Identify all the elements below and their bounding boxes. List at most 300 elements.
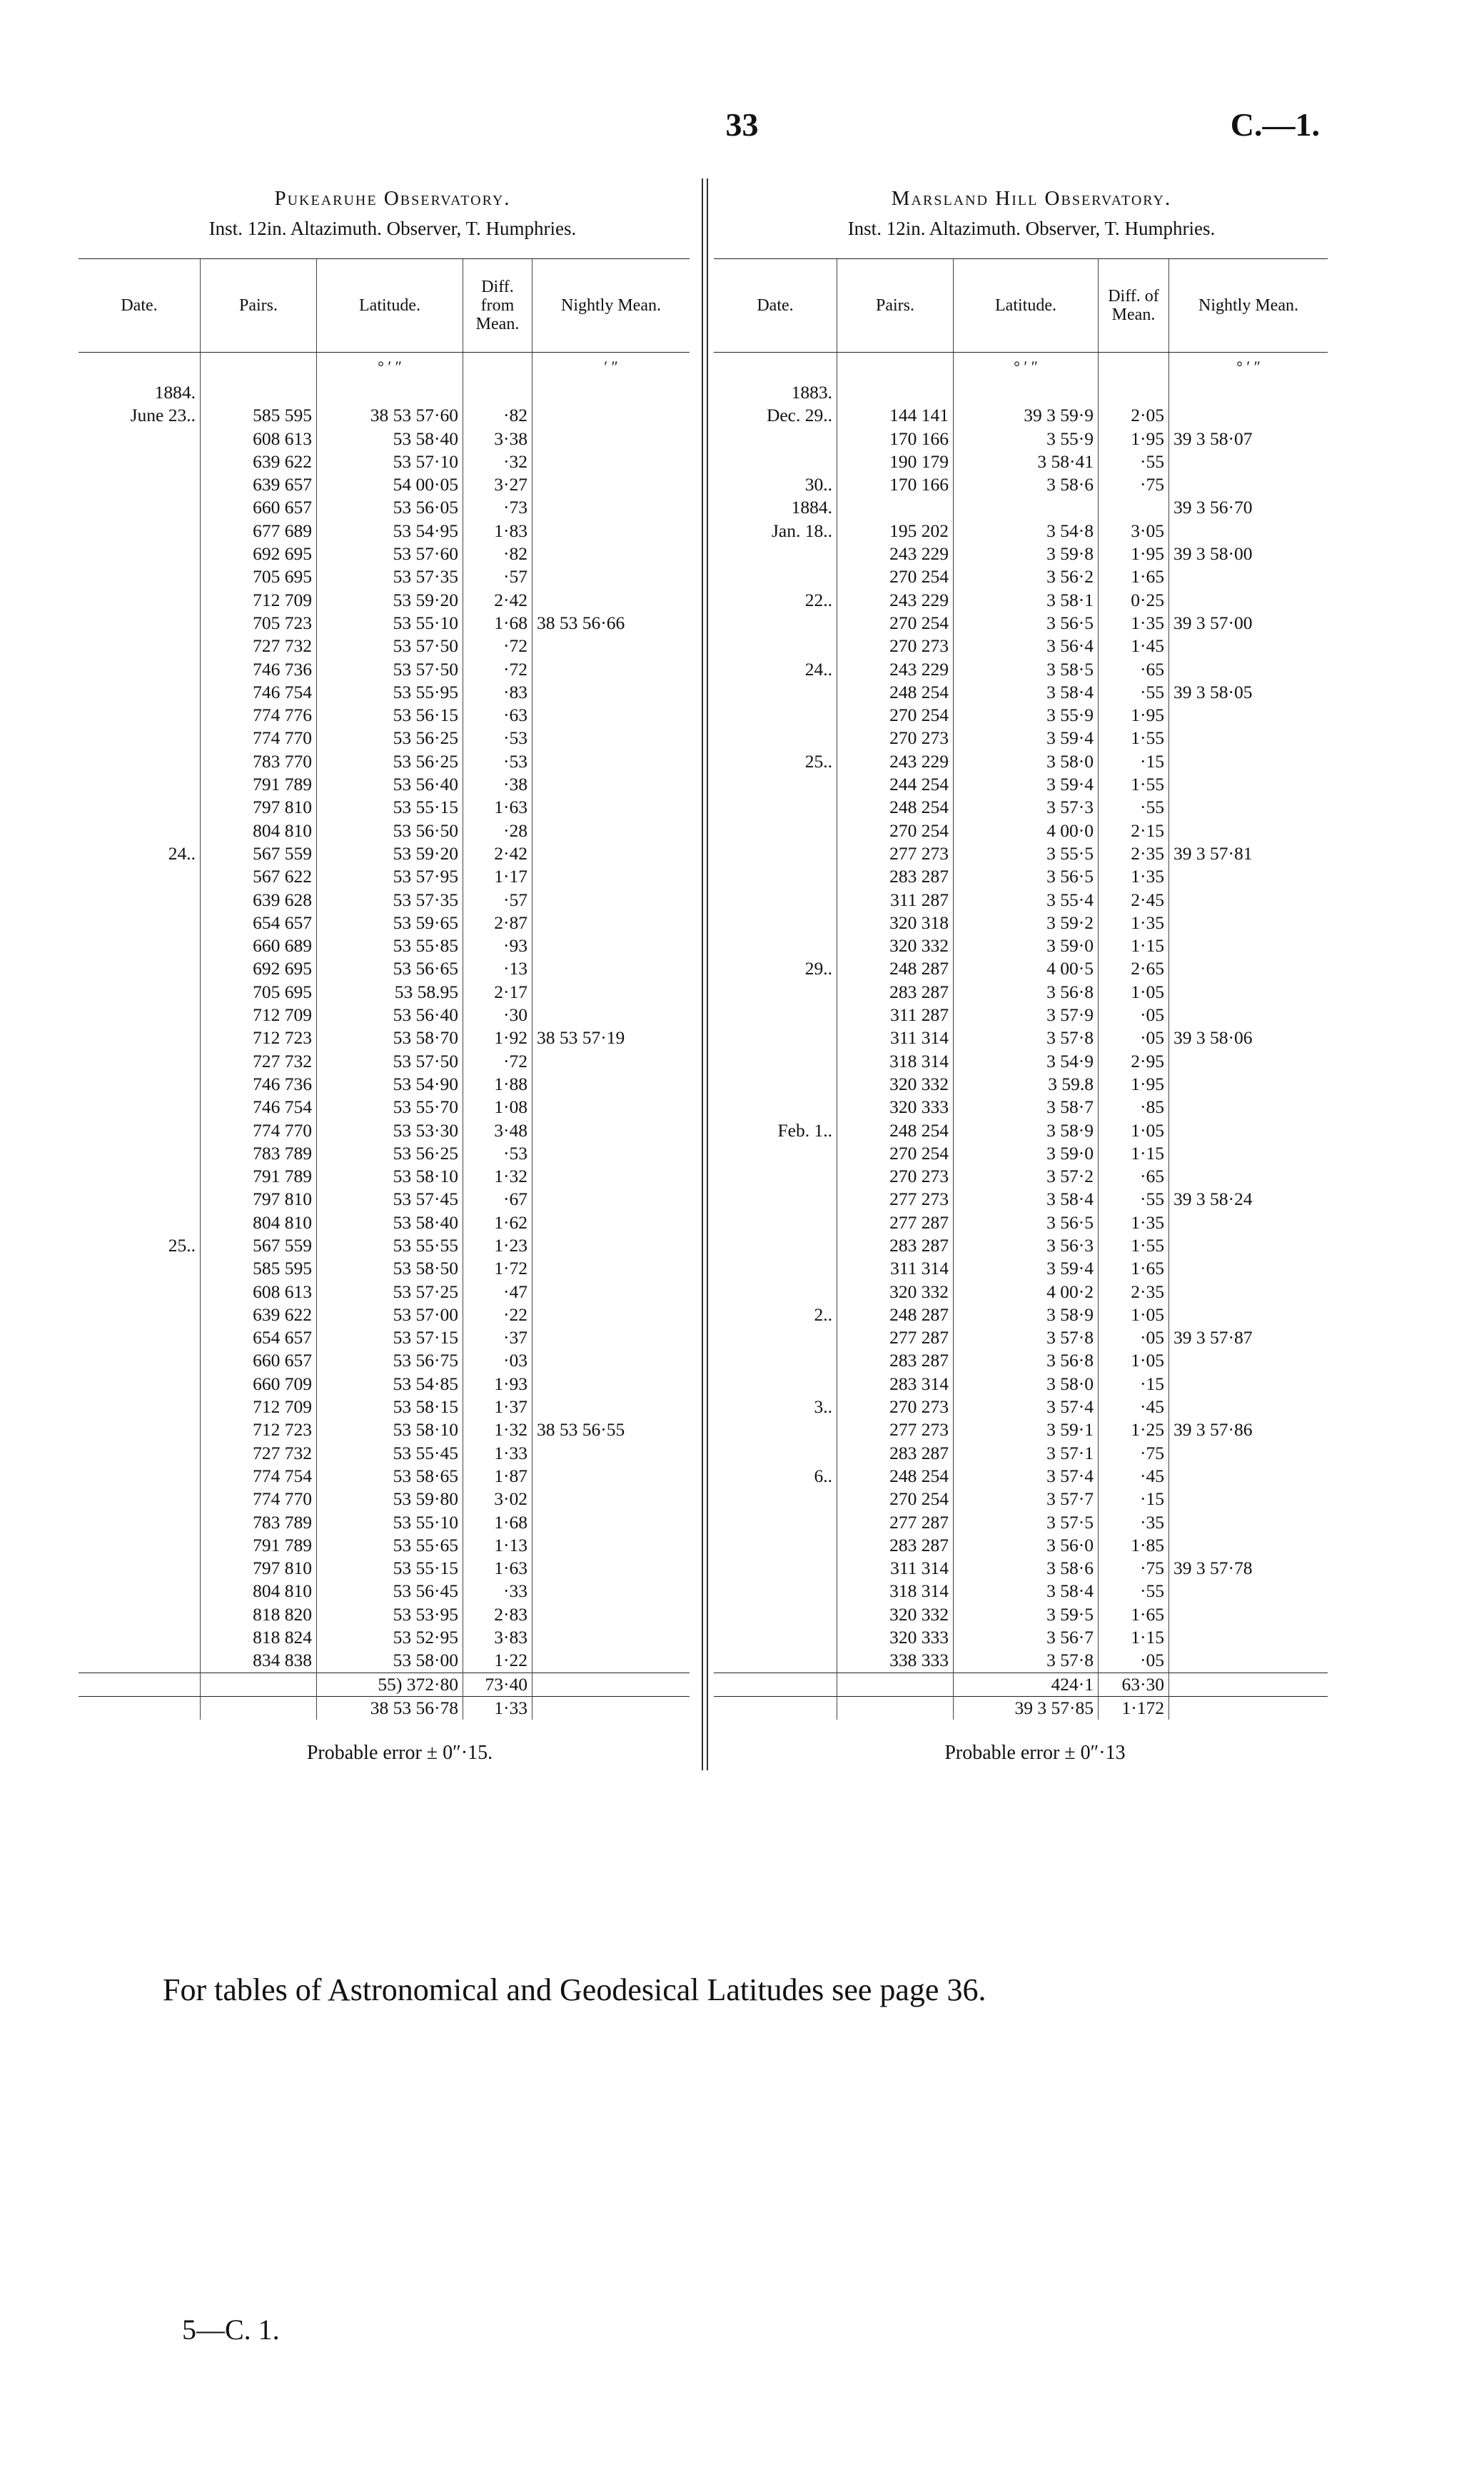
latitude-cell: 53 58·00	[317, 1649, 463, 1673]
latitude-cell: 3 56·7	[954, 1626, 1099, 1649]
table-row	[714, 842, 1328, 865]
diff-cell: 1·05	[1099, 1303, 1169, 1326]
latitude-cell: 53 57·10	[317, 450, 463, 473]
unit-cell	[714, 353, 837, 382]
pairs-cell: 746 736	[201, 1073, 317, 1096]
section-divider	[707, 178, 708, 1770]
table-row	[79, 635, 690, 657]
nightly-mean-cell	[1169, 1488, 1328, 1510]
pairs-cell: 791 789	[201, 1534, 317, 1557]
pairs-cell: 567 559	[201, 1234, 317, 1257]
table-row	[79, 1234, 690, 1257]
date-cell: 29..	[804, 958, 832, 979]
pairs-cell: 244 254	[837, 773, 954, 796]
date-cell	[714, 796, 837, 819]
table-row	[714, 635, 1328, 657]
mean-cell	[837, 1696, 954, 1720]
diff-cell: 1·23	[463, 1234, 532, 1257]
nightly-mean-cell	[532, 1488, 690, 1510]
latitude-cell: 3 57·7	[954, 1488, 1099, 1510]
pairs-cell: 608 613	[201, 428, 317, 450]
nightly-mean-cell	[1169, 981, 1328, 1004]
pairs-cell: 677 689	[201, 520, 317, 543]
date-cell	[714, 1096, 837, 1119]
latitude-cell: 3 59·0	[954, 934, 1099, 957]
latitude-cell: 53 57·50	[317, 1050, 463, 1073]
date-cell	[714, 1050, 837, 1073]
pairs-cell: 320 332	[837, 934, 954, 957]
diff-cell: 1·05	[1099, 1349, 1169, 1372]
date-cell: 3..	[814, 1396, 832, 1418]
latitude-cell: 53 57·60	[317, 543, 463, 565]
latitude-cell: 3 58·41	[954, 450, 1099, 473]
date-cell	[79, 1188, 201, 1211]
latitude-cell: 3 58·7	[954, 1096, 1099, 1119]
latitude-unit: ° ′ ″	[954, 353, 1099, 382]
date-cell	[79, 957, 201, 980]
date-cell	[714, 1234, 837, 1257]
nightly-mean-cell	[1169, 750, 1328, 773]
nightly-mean-cell: 39 3 56·70	[1169, 496, 1328, 519]
table-row	[714, 1211, 1328, 1234]
col-diff-header: Diff. of Mean.	[1099, 259, 1169, 353]
diff-cell: ·57	[463, 565, 532, 588]
date-cell	[714, 681, 837, 704]
nightly-mean-cell	[532, 1603, 690, 1626]
nightly-mean-cell: 39 3 57·81	[1169, 842, 1328, 865]
table-row	[79, 750, 690, 773]
date-cell	[79, 450, 201, 473]
nightly-mean-cell	[532, 842, 690, 865]
date-cell: 6..	[814, 1465, 832, 1486]
latitude-cell: 3 57·8	[954, 1326, 1099, 1349]
table-row	[79, 543, 690, 565]
diff-cell: 1·68	[463, 612, 532, 635]
nightly-mean-cell	[532, 1465, 690, 1488]
nightly-mean-cell	[532, 1142, 690, 1165]
pairs-cell: 608 613	[201, 1281, 317, 1303]
date-cell	[714, 704, 837, 727]
diff-cell: ·05	[1099, 1026, 1169, 1049]
mean-cell	[532, 1696, 690, 1720]
table-row	[714, 1442, 1328, 1465]
latitude-cell: 53 59·65	[317, 912, 463, 934]
diff-cell: ·67	[463, 1188, 532, 1211]
col-diff-header: Diff. from Mean.	[463, 259, 532, 353]
diff-cell: 1·08	[463, 1096, 532, 1119]
pairs-cell: 783 789	[201, 1142, 317, 1165]
table-row	[79, 981, 690, 1004]
unit-cell	[201, 353, 317, 382]
table-row	[714, 1465, 1328, 1488]
diff-cell: 1·13	[463, 1534, 532, 1557]
nightly-mean-cell	[1169, 1303, 1328, 1326]
diff-cell: 1·35	[1099, 865, 1169, 888]
nightly-mean-cell	[532, 1165, 690, 1188]
pairs-cell: 639 622	[201, 450, 317, 473]
table-row	[714, 912, 1328, 934]
nightly-mean-cell	[1169, 796, 1328, 819]
table-row	[714, 1511, 1328, 1534]
diff-cell: 1·83	[463, 520, 532, 543]
latitude-cell: 3 56·5	[954, 612, 1099, 635]
nightly-mean-cell: 39 3 57·78	[1169, 1557, 1328, 1580]
pairs-cell: 660 709	[201, 1373, 317, 1396]
table-row	[79, 1418, 690, 1441]
date-cell	[79, 1257, 201, 1280]
nightly-mean-cell	[1169, 1004, 1328, 1026]
latitude-cell: 53 59·80	[317, 1488, 463, 1510]
table-row	[79, 1026, 690, 1049]
nightly-mean-cell	[1169, 1096, 1328, 1119]
latitude-cell: 3 58·9	[954, 1303, 1099, 1326]
pairs-cell: 243 229	[837, 658, 954, 681]
date-cell	[79, 520, 201, 543]
date-cell	[714, 428, 837, 450]
latitude-cell	[317, 381, 463, 404]
col-pairs-header: Pairs.	[837, 259, 954, 353]
diff-cell: ·72	[463, 658, 532, 681]
latitude-cell: 3 58·4	[954, 1188, 1099, 1211]
latitude-cell: 53 55·10	[317, 612, 463, 635]
nightly-mean-cell	[532, 565, 690, 588]
diff-cell: ·55	[1099, 1580, 1169, 1603]
diff-cell: 1·25	[1099, 1418, 1169, 1441]
nightly-mean-cell	[532, 520, 690, 543]
latitude-cell: 3 55·4	[954, 889, 1099, 912]
date-cell	[714, 1073, 837, 1096]
date-cell	[79, 1026, 201, 1049]
latitude-cell: 3 57·4	[954, 1465, 1099, 1488]
table-row	[714, 1557, 1328, 1580]
mean-cell	[714, 1696, 837, 1720]
pairs-cell: 746 754	[201, 681, 317, 704]
right-section-subtitle: Inst. 12in. Altazimuth. Observer, T. Humphries.	[847, 218, 1216, 239]
diff-cell: ·72	[463, 1050, 532, 1073]
latitude-cell: 3 55·9	[954, 428, 1099, 450]
latitude-cell: 53 58·70	[317, 1026, 463, 1049]
pairs-cell: 170 166	[837, 428, 954, 450]
date-cell	[714, 1373, 837, 1396]
date-cell	[714, 543, 837, 565]
diff-cell: ·28	[463, 819, 532, 842]
nightly-mean-cell	[532, 981, 690, 1004]
pairs-cell: 320 333	[837, 1096, 954, 1119]
col-latitude-header: Latitude.	[317, 259, 463, 353]
diff-cell: ·05	[1099, 1004, 1169, 1026]
date-cell: 22..	[804, 589, 832, 610]
diff-cell: ·82	[463, 404, 532, 427]
latitude-cell: 4 00·5	[954, 957, 1099, 980]
diff-cell: ·63	[463, 704, 532, 727]
table-row	[714, 520, 1328, 543]
diff-cell: ·05	[1099, 1326, 1169, 1349]
diff-cell: 1·35	[1099, 912, 1169, 934]
latitude-mean: 38 53 56·78	[317, 1696, 463, 1720]
diff-cell: 2·95	[1099, 1050, 1169, 1073]
nightly-mean-cell	[1169, 1281, 1328, 1303]
latitude-cell: 53 57·00	[317, 1303, 463, 1326]
diff-sum: 63·30	[1099, 1673, 1169, 1696]
nightly-mean-cell	[532, 1396, 690, 1418]
pairs-cell: 248 287	[837, 957, 954, 980]
date-cell	[714, 1188, 837, 1211]
pairs-cell: 277 273	[837, 842, 954, 865]
unit-cell	[463, 353, 532, 382]
diff-cell: ·47	[463, 1281, 532, 1303]
date-cell	[79, 635, 201, 657]
nightly-mean-cell: 39 3 58·24	[1169, 1188, 1328, 1211]
table-row	[79, 1580, 690, 1603]
diff-cell: 2·83	[463, 1603, 532, 1626]
nightly-mean-cell	[1169, 1465, 1328, 1488]
latitude-cell: 53 56·40	[317, 1004, 463, 1026]
date-cell	[714, 1281, 837, 1303]
mean-cell	[1169, 1696, 1328, 1720]
nightly-mean-cell	[532, 1511, 690, 1534]
date-cell	[79, 658, 201, 681]
nightly-mean-cell	[532, 1442, 690, 1465]
date-cell	[714, 1211, 837, 1234]
latitude-cell: 3 56·8	[954, 981, 1099, 1004]
date-cell	[714, 1488, 837, 1510]
date-cell: Dec. 29..	[766, 405, 832, 426]
nightly-mean-cell	[532, 796, 690, 819]
pairs-cell: 727 732	[201, 1442, 317, 1465]
pairs-cell: 818 820	[201, 1603, 317, 1626]
latitude-sum: 424·1	[954, 1673, 1099, 1696]
pairs-cell: 320 333	[837, 1626, 954, 1649]
diff-cell: ·83	[463, 681, 532, 704]
diff-cell: 1·45	[1099, 635, 1169, 657]
diff-cell: ·82	[463, 543, 532, 565]
latitude-cell: 53 55·65	[317, 1534, 463, 1557]
table-row	[714, 819, 1328, 842]
date-cell	[79, 1349, 201, 1372]
pairs-cell: 804 810	[201, 819, 317, 842]
latitude-cell: 53 52·95	[317, 1626, 463, 1649]
nightly-mean-cell: 39 3 58·06	[1169, 1026, 1328, 1049]
nightly-mean-cell	[532, 1096, 690, 1119]
pairs-cell: 277 287	[837, 1511, 954, 1534]
date-cell	[79, 681, 201, 704]
table-row	[714, 1119, 1328, 1142]
right-probable-error: Probable error ± 0″·13	[944, 1742, 1126, 1764]
nightly-mean-cell	[1169, 1603, 1328, 1626]
diff-cell: 3·83	[463, 1626, 532, 1649]
table-row	[714, 681, 1328, 704]
date-cell	[79, 1557, 201, 1580]
latitude-cell: 3 58·1	[954, 589, 1099, 612]
latitude-cell: 53 56·25	[317, 1142, 463, 1165]
diff-cell: 1·63	[463, 796, 532, 819]
nightly-mean-cell	[1169, 1349, 1328, 1372]
signature-mark: 5—C. 1.	[182, 2314, 280, 2346]
pairs-cell: 277 287	[837, 1211, 954, 1234]
table-row	[714, 1626, 1328, 1649]
date-cell: June 23..	[130, 405, 196, 426]
latitude-cell: 53 58·50	[317, 1257, 463, 1280]
table-row	[79, 1465, 690, 1488]
table-row	[714, 658, 1328, 681]
latitude-cell: 53 58·15	[317, 1396, 463, 1418]
pairs-cell: 660 657	[201, 496, 317, 519]
latitude-cell: 3 58·4	[954, 1580, 1099, 1603]
date-cell	[79, 889, 201, 912]
latitude-cell: 4 00·0	[954, 819, 1099, 842]
nightly-mean-cell	[1169, 404, 1328, 427]
table-row	[714, 727, 1328, 750]
nightly-mean-cell	[532, 957, 690, 980]
pairs-cell: 243 229	[837, 589, 954, 612]
pukearuhe-latitude-table	[79, 258, 690, 1720]
date-cell	[714, 450, 837, 473]
pairs-cell: 283 287	[837, 865, 954, 888]
date-cell: 25..	[804, 750, 832, 772]
table-row	[714, 1257, 1328, 1280]
diff-cell: 2·35	[1099, 1281, 1169, 1303]
diff-cell: 1·68	[463, 1511, 532, 1534]
page-number: 33	[725, 106, 759, 143]
table-row	[714, 473, 1328, 496]
diff-cell: 1·65	[1099, 565, 1169, 588]
nightly-mean-cell	[1169, 1534, 1328, 1557]
col-date-header: Date.	[714, 259, 837, 353]
diff-cell: 2·87	[463, 912, 532, 934]
table-row	[714, 1649, 1328, 1673]
date-cell	[79, 865, 201, 888]
pairs-cell: 660 657	[201, 1349, 317, 1372]
date-cell	[714, 1580, 837, 1603]
pairs-cell: 270 254	[837, 565, 954, 588]
nightly-mean-cell	[1169, 819, 1328, 842]
latitude-cell: 3 57·2	[954, 1165, 1099, 1188]
nightly-mean-cell	[532, 1004, 690, 1026]
pairs-cell: 243 229	[837, 543, 954, 565]
table-row	[79, 1165, 690, 1188]
pairs-cell: 270 273	[837, 727, 954, 750]
diff-cell: 0·25	[1099, 589, 1169, 612]
date-cell: 2..	[814, 1303, 832, 1325]
latitude-cell: 3 58·0	[954, 750, 1099, 773]
nightly-mean-cell	[532, 934, 690, 957]
nightly-mean-cell	[532, 1580, 690, 1603]
table-row	[714, 1418, 1328, 1441]
pairs-cell: 705 695	[201, 981, 317, 1004]
nightly-mean-cell	[1169, 704, 1328, 727]
diff-cell: 1·92	[463, 1026, 532, 1049]
date-cell: 1884.	[154, 382, 196, 403]
nightly-mean-cell	[532, 773, 690, 796]
col-nightly-mean-header: Nightly Mean.	[1169, 259, 1328, 353]
pairs-cell: 692 695	[201, 543, 317, 565]
nightly-mean-cell	[1169, 912, 1328, 934]
pairs-cell: 277 287	[837, 1326, 954, 1349]
pairs-cell: 797 810	[201, 1557, 317, 1580]
sum-cell	[837, 1673, 954, 1696]
pairs-cell: 170 166	[837, 473, 954, 496]
table-row	[79, 1373, 690, 1396]
diff-cell: 1·05	[1099, 981, 1169, 1004]
pairs-cell: 783 770	[201, 750, 317, 773]
nightly-mean-cell	[532, 681, 690, 704]
right-section-title: Marsland Hill Observatory.	[891, 187, 1172, 210]
pairs-cell: 797 810	[201, 796, 317, 819]
latitude-cell: 53 59·20	[317, 589, 463, 612]
table-row	[714, 1050, 1328, 1073]
pairs-cell: 567 559	[201, 842, 317, 865]
latitude-cell: 53 56·45	[317, 1580, 463, 1603]
diff-cell: ·65	[1099, 658, 1169, 681]
table-row	[79, 704, 690, 727]
table-row	[79, 1096, 690, 1119]
date-cell	[714, 1557, 837, 1580]
table-row	[714, 1488, 1328, 1510]
pairs-cell: 774 770	[201, 727, 317, 750]
latitude-cell: 53 56·15	[317, 704, 463, 727]
left-section-title: Pukearuhe Observatory.	[274, 187, 511, 210]
nightly-mean-cell	[1169, 1234, 1328, 1257]
latitude-cell: 53 57·35	[317, 565, 463, 588]
table-row	[79, 1326, 690, 1349]
date-cell	[79, 727, 201, 750]
nightly-mean-cell	[532, 1119, 690, 1142]
date-cell	[79, 1626, 201, 1649]
date-cell	[79, 1373, 201, 1396]
mean-cell	[79, 1696, 201, 1720]
date-cell	[79, 589, 201, 612]
latitude-cell: 53 57·50	[317, 658, 463, 681]
date-cell	[79, 1281, 201, 1303]
latitude-cell: 3 59·4	[954, 727, 1099, 750]
latitude-cell: 3 59·8	[954, 543, 1099, 565]
pairs-cell: 283 287	[837, 1442, 954, 1465]
table-row	[79, 889, 690, 912]
nightly-mean-cell	[532, 496, 690, 519]
date-cell	[714, 565, 837, 588]
latitude-cell: 3 58·6	[954, 473, 1099, 496]
pairs-cell: 243 229	[837, 750, 954, 773]
table-row	[714, 704, 1328, 727]
diff-cell	[1099, 496, 1169, 519]
nightly-mean-cell	[532, 1349, 690, 1372]
latitude-cell: 38 53 57·60	[317, 404, 463, 427]
diff-cell: 1·62	[463, 1211, 532, 1234]
table-row	[79, 1281, 690, 1303]
latitude-cell: 53 56·75	[317, 1349, 463, 1372]
pairs-cell: 195 202	[837, 520, 954, 543]
diff-cell: 3·27	[463, 473, 532, 496]
table-row	[79, 1211, 690, 1234]
diff-cell: 3·48	[463, 1119, 532, 1142]
diff-cell: ·53	[463, 750, 532, 773]
pairs-cell: 660 689	[201, 934, 317, 957]
table-row	[714, 1603, 1328, 1626]
date-cell	[79, 1050, 201, 1073]
nightly-unit: ° ′ ″	[1169, 353, 1328, 382]
latitude-cell: 3 57·8	[954, 1026, 1099, 1049]
table-row	[79, 1257, 690, 1280]
pairs-cell: 311 314	[837, 1557, 954, 1580]
diff-cell: 1·32	[463, 1418, 532, 1441]
latitude-sum: 55) 372·80	[317, 1673, 463, 1696]
left-table-container	[79, 258, 690, 1720]
date-cell	[79, 1073, 201, 1096]
table-row	[714, 1234, 1328, 1257]
table-row	[79, 658, 690, 681]
date-cell	[714, 773, 837, 796]
diff-cell: ·75	[1099, 1442, 1169, 1465]
